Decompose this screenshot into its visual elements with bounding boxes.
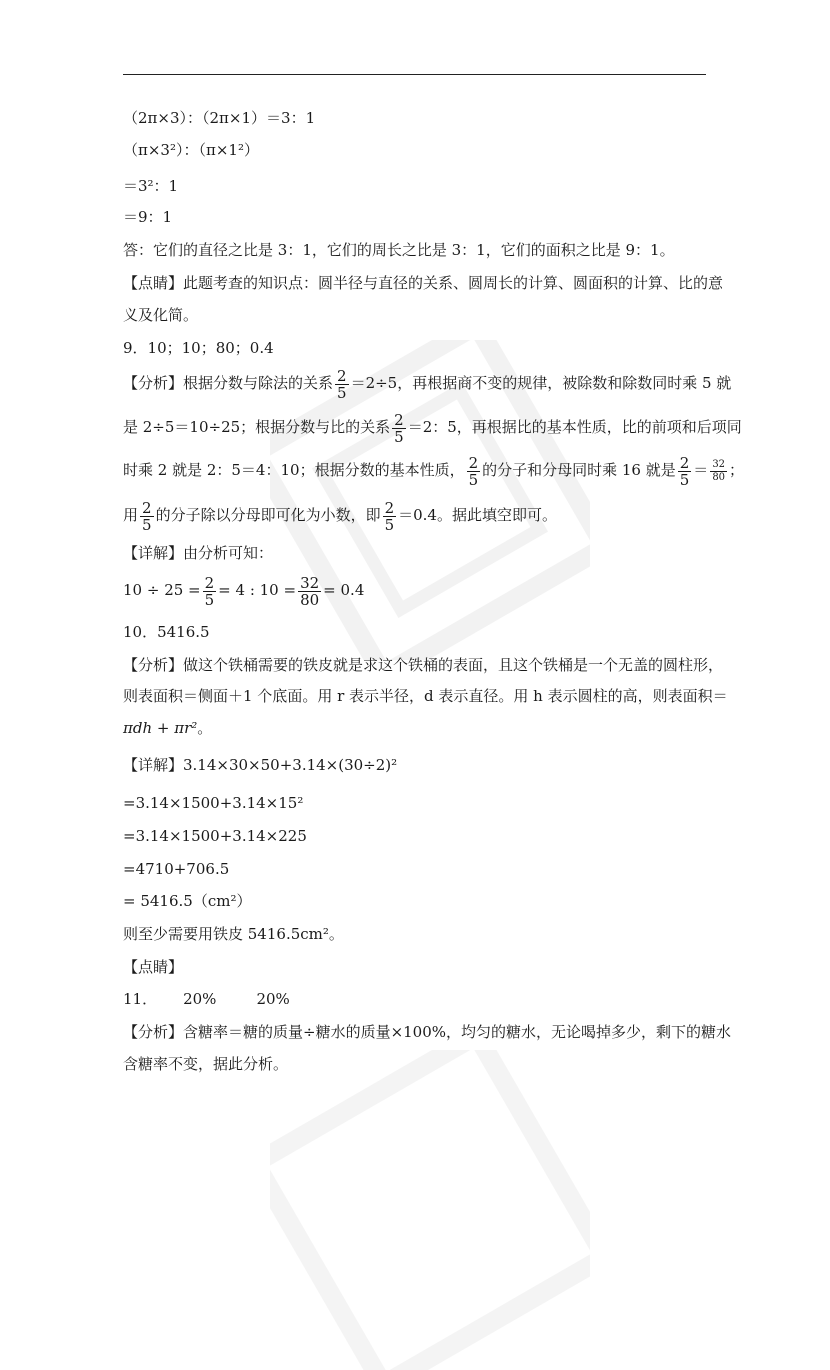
- detail-9-title: 【详解】由分析可知：: [123, 544, 274, 562]
- ratio-circumference: （2π×3）：（2π×1）＝3：1: [123, 109, 316, 127]
- analysis-11-line2: 含糖率不变，据此分析。: [123, 1055, 289, 1073]
- ratio-area-step2: ＝9：1: [123, 208, 173, 226]
- analysis-9-line2: 是 2÷5＝10÷25；根据分数与比的关系 $\frac{2}{5}$ ＝2：5，再根据比的基本性质，比的前项和后项同: [123, 410, 742, 446]
- analysis-11-line1: 【分析】含糖率＝糖的质量÷糖水的质量×100%，均匀的糖水，无论喝掉多少，剩下的糖水: [123, 1023, 732, 1041]
- question-11-answer: 11． 20% 20%: [123, 990, 290, 1008]
- header-rule: [123, 74, 706, 75]
- analysis-9-line3: 时乘 2 就是 2：5＝4：10；根据分数的基本性质， $\frac{2}{5}$ 的分子和分母同时乘 16 就是 $\frac{2}{5}$ ＝ $\frac{32}{80}$ ；: [123, 453, 745, 489]
- detail-10-step4: =4710+706.5: [123, 860, 230, 878]
- question-10-answer: 10．5416.5: [123, 623, 210, 641]
- detail-9-formula: 10 ÷ 25 = $\frac{2}{5}$ = 4 : 10 = $\frac{32}{80}$ = 0.4: [123, 573, 365, 609]
- answer-10: 则至少需要用铁皮 5416.5cm²。: [123, 925, 344, 943]
- question-9-answer: 9．10；10；80；0.4: [123, 339, 274, 357]
- analysis-10-line1: 【分析】做这个铁桶需要的铁皮就是求这个铁桶的表面，且这个铁桶是一个无盖的圆柱形，: [123, 656, 724, 674]
- comment-8-line1: 【点睛】此题考查的知识点：圆半径与直径的关系、圆周长的计算、圆面积的计算、比的意: [123, 274, 724, 292]
- comment-10: 【点睛】: [123, 958, 184, 976]
- analysis-10-line3: πdh + πr²。: [123, 719, 213, 737]
- comment-8-line2: 义及化简。: [123, 306, 199, 324]
- ratio-area-step1: ＝3²：1: [123, 177, 179, 195]
- analysis-9-line1: 【分析】根据分数与除法的关系 $\frac{2}{5}$ ＝2÷5，再根据商不变的规律，被除数和除数同时乘 5 就: [123, 366, 732, 402]
- detail-10-step2: =3.14×1500+3.14×15²: [123, 794, 304, 812]
- watermark-seal-lower: [270, 1050, 590, 1370]
- ratio-area: （π×3²）：（π×1²）: [123, 141, 259, 159]
- detail-10-step5: = 5416.5（cm²）: [123, 892, 252, 910]
- analysis-9-line4: 用 $\frac{2}{5}$ 的分子除以分母即可化为小数，即 $\frac{2}{5}$ ＝0.4。据此填空即可。: [123, 498, 557, 534]
- analysis-10-line2: 则表面积＝侧面＋1 个底面。用 r 表示半径，d 表示直径。用 h 表示圆柱的高，则表面积＝: [123, 687, 728, 705]
- answer-8: 答：它们的直径之比是 3：1，它们的周长之比是 3：1，它们的面积之比是 9：1。: [123, 241, 675, 259]
- detail-10-step1: 【详解】3.14×30×50+3.14×(30÷2)²: [123, 756, 398, 774]
- detail-10-step3: =3.14×1500+3.14×225: [123, 827, 307, 845]
